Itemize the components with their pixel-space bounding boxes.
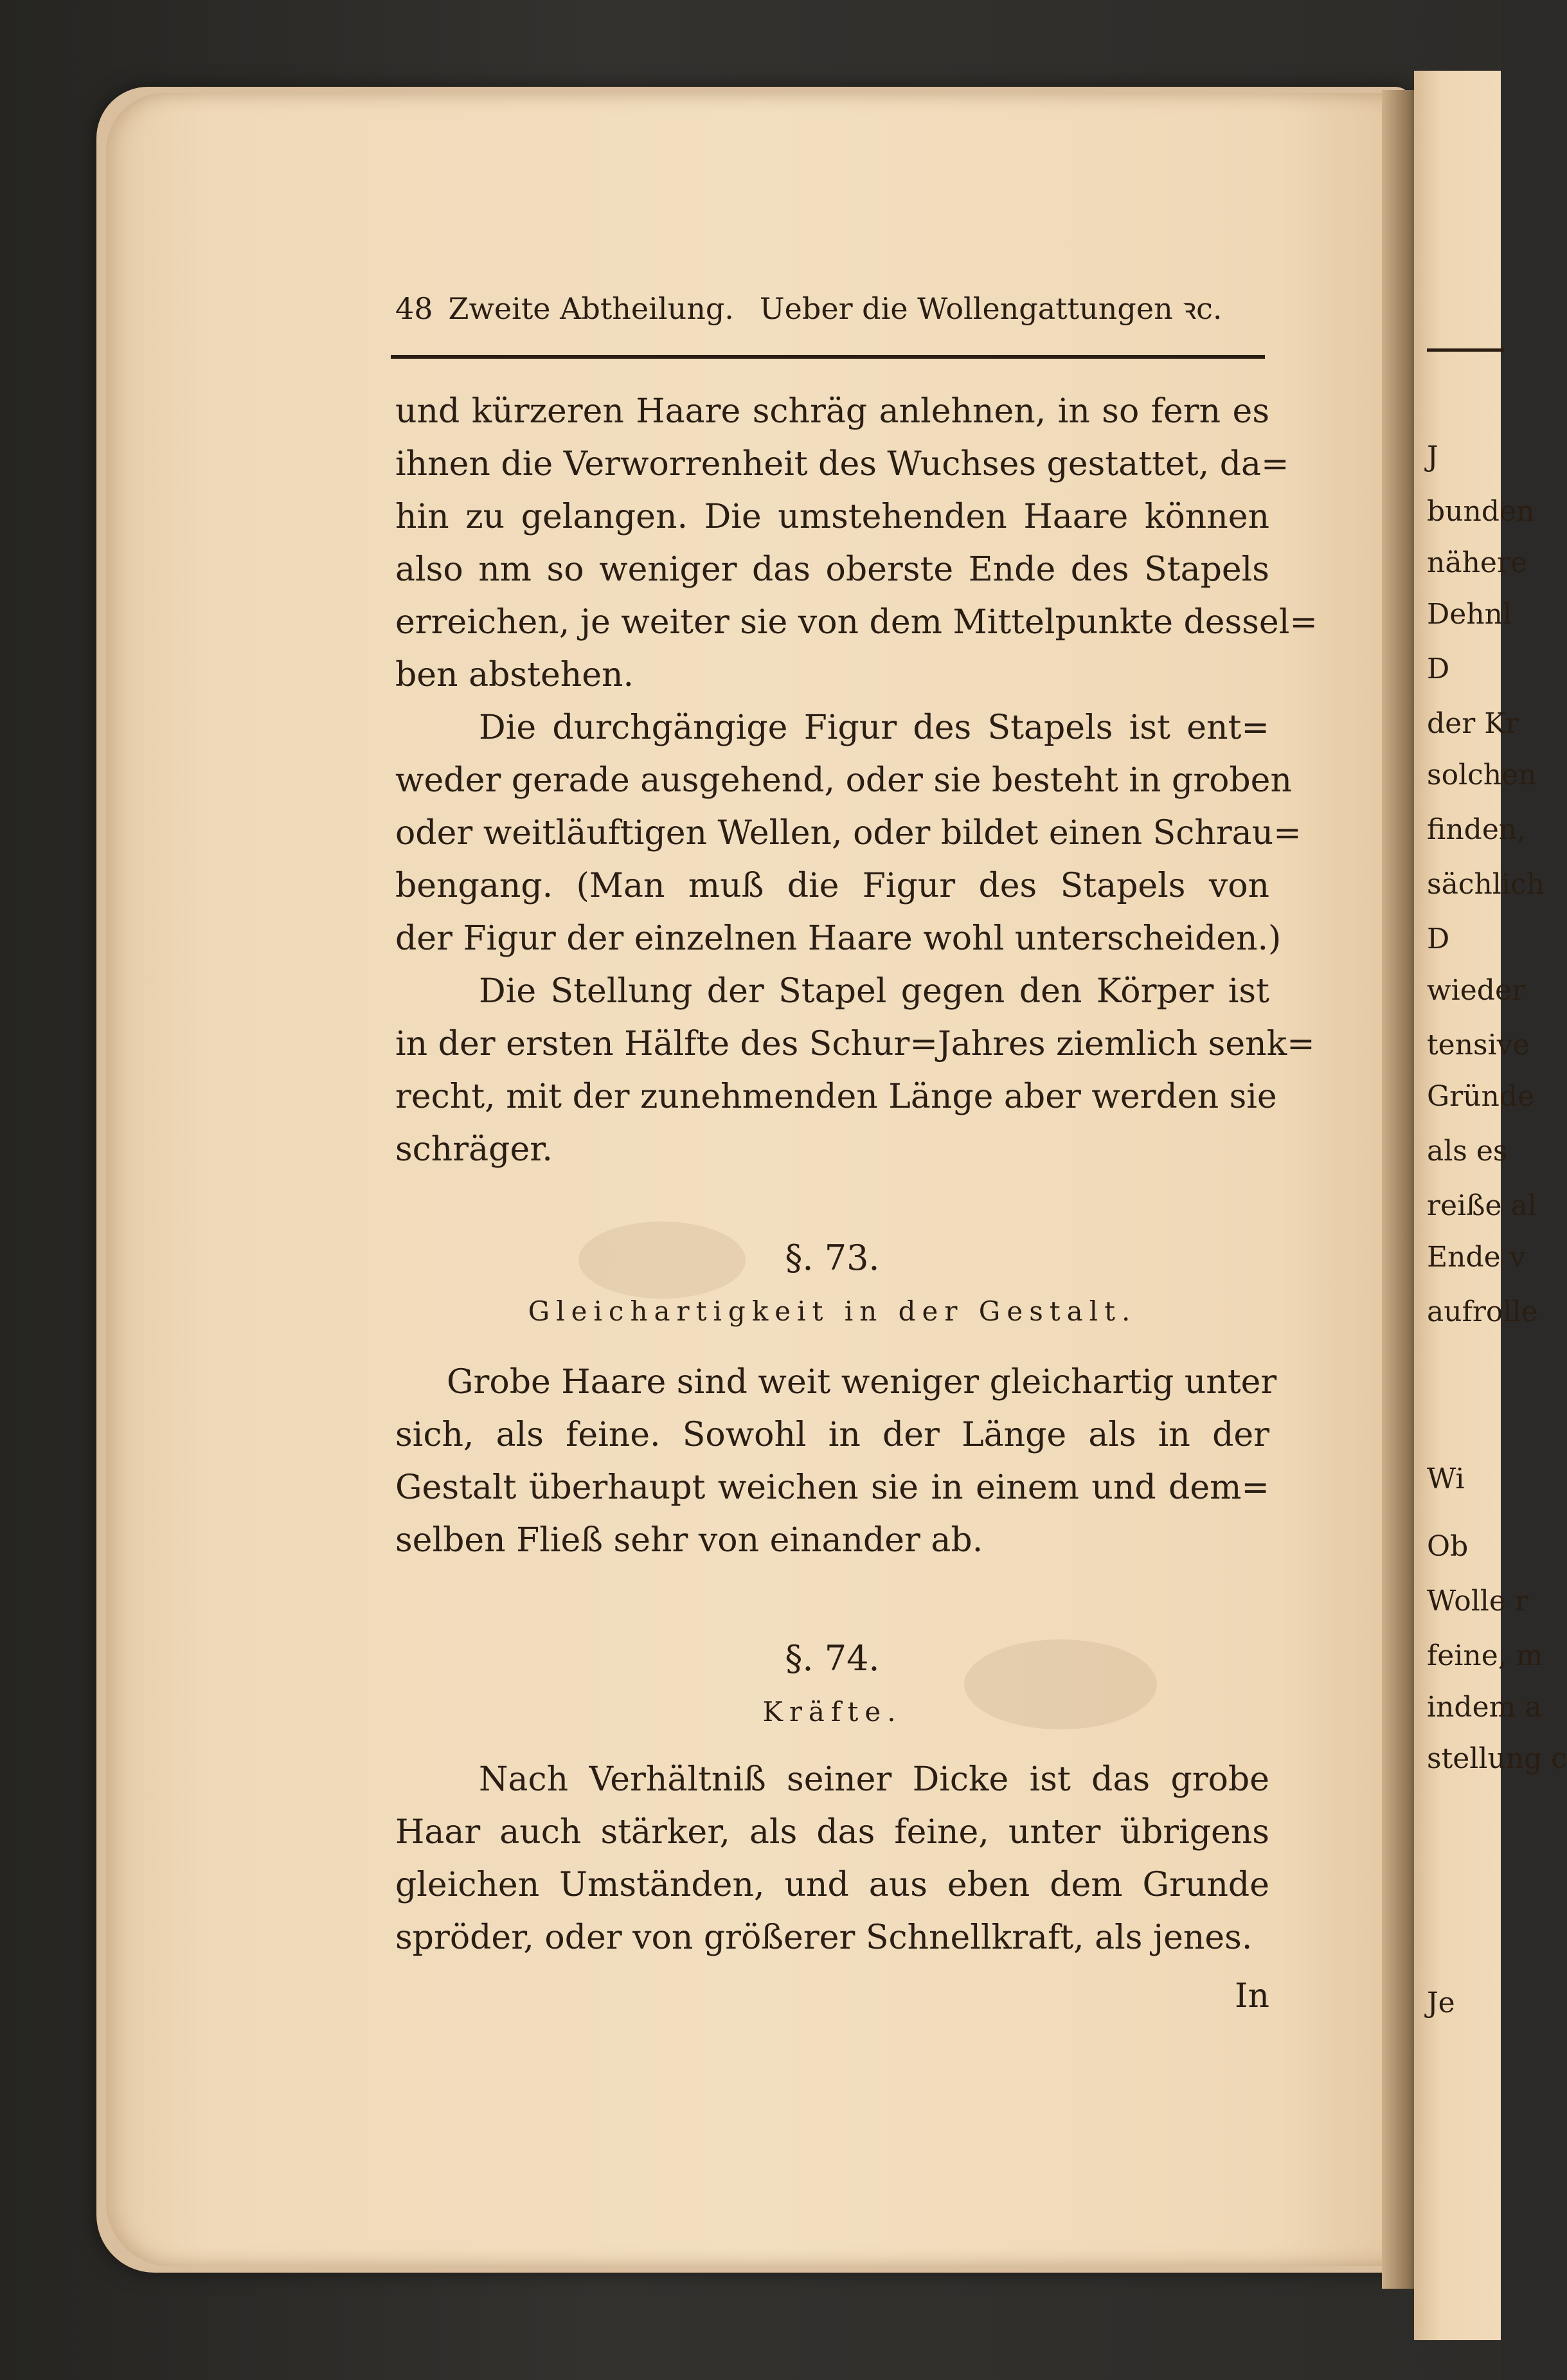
text-line: Haar auch stärker, als das feine, unter übrigens (395, 1813, 1269, 1852)
text-line: Die durchgängige Figur des Stapels ist ent= (479, 708, 1269, 747)
text-line: oder weitläuftigen Wellen, oder bildet einen Schrau= (395, 814, 1302, 852)
facing-fragment: D (1427, 653, 1450, 685)
section-number: §. 73. (785, 1238, 880, 1278)
facing-fragment: nähere (1427, 546, 1528, 579)
text-line: sich, als feine. Sowohl in der Länge als in der (395, 1416, 1269, 1454)
text-line: Grobe Haare sind weit weniger gleichartig unter (447, 1363, 1277, 1402)
facing-fragment: Ende v (1427, 1241, 1526, 1274)
text-line: und kürzeren Haare schräg anlehnen, in so fern es (395, 392, 1269, 431)
facing-fragment: tensive (1427, 1029, 1530, 1061)
facing-fragment: Gründe (1427, 1080, 1535, 1113)
text-line: weder gerade ausgehend, oder sie besteht in groben (395, 761, 1292, 800)
facing-fragment: feine, m (1427, 1639, 1543, 1672)
text-line: recht, mit der zunehmenden Länge aber werden sie (395, 1077, 1277, 1116)
text-line: Die Stellung der Stapel gegen den Körper ist (479, 972, 1269, 1011)
header-rule (391, 355, 1265, 359)
text-line: bengang. (Man muß die Figur des Stapels von (395, 867, 1269, 905)
facing-page-rule (1427, 348, 1504, 352)
text-line: hin zu gelangen. Die umstehenden Haare können (395, 498, 1269, 536)
text-line: erreichen, je weiter sie von dem Mittelpunkte dessel= (395, 603, 1318, 642)
running-head (395, 288, 1269, 333)
facing-fragment: indem a (1427, 1691, 1542, 1724)
section-title: Kräfte. (762, 1696, 902, 1727)
facing-fragment: D (1427, 923, 1450, 955)
facing-fragment: der Kr (1427, 707, 1519, 740)
text-line: in der ersten Hälfte des Schur=Jahres ziemlich senk= (395, 1025, 1315, 1063)
facing-fragment: solchen (1427, 759, 1537, 791)
facing-fragment: finden, (1427, 813, 1527, 846)
facing-fragment: stellung c (1427, 1742, 1567, 1775)
facing-fragment: Dehnl (1427, 598, 1512, 631)
facing-fragment: bunden (1427, 495, 1535, 528)
page-number: 48 (395, 291, 433, 326)
facing-fragment: Wolle r (1427, 1585, 1528, 1618)
facing-fragment: J (1427, 440, 1438, 473)
text-line: selben Fließ sehr von einander ab. (395, 1521, 983, 1560)
catchword: In (1234, 1977, 1269, 2015)
text-line: Gestalt überhaupt weichen sie in einem und dem= (395, 1468, 1269, 1507)
facing-fragment: wieder (1427, 974, 1526, 1007)
running-head-part: Zweite Abtheilung. (448, 291, 734, 326)
text-line: gleichen Umständen, und aus eben dem Grunde (395, 1866, 1269, 1904)
facing-page (1414, 71, 1567, 2340)
facing-fragment: aufrolle (1427, 1295, 1538, 1328)
facing-fragment: sächlich (1427, 868, 1545, 901)
text-line: Nach Verhältniß seiner Dicke ist das grobe (479, 1760, 1269, 1799)
text-line: schräger. (395, 1130, 553, 1169)
section-number: §. 74. (785, 1638, 880, 1679)
text-line: spröder, oder von größerer Schnellkraft, als jenes. (395, 1918, 1253, 1957)
facing-fragment: Wi (1427, 1463, 1465, 1495)
section-title: Gleichartigkeit in der Gestalt. (528, 1295, 1137, 1327)
facing-fragment: als es (1427, 1135, 1508, 1167)
text-line: ben abstehen. (395, 656, 634, 694)
text-line: ihnen die Verworrenheit des Wuchses gestattet, da= (395, 445, 1289, 483)
facing-fragment: Ob (1427, 1530, 1469, 1563)
running-head-title: Ueber die Wollengattungen ꝛc. (759, 291, 1222, 326)
facing-fragment: Je (1427, 1987, 1455, 2019)
text-line: also nm so weniger das oberste Ende des Stapels (395, 550, 1269, 589)
facing-fragment: reiße al (1427, 1189, 1537, 1222)
text-line: der Figur der einzelnen Haare wohl unterscheiden.) (395, 919, 1282, 958)
